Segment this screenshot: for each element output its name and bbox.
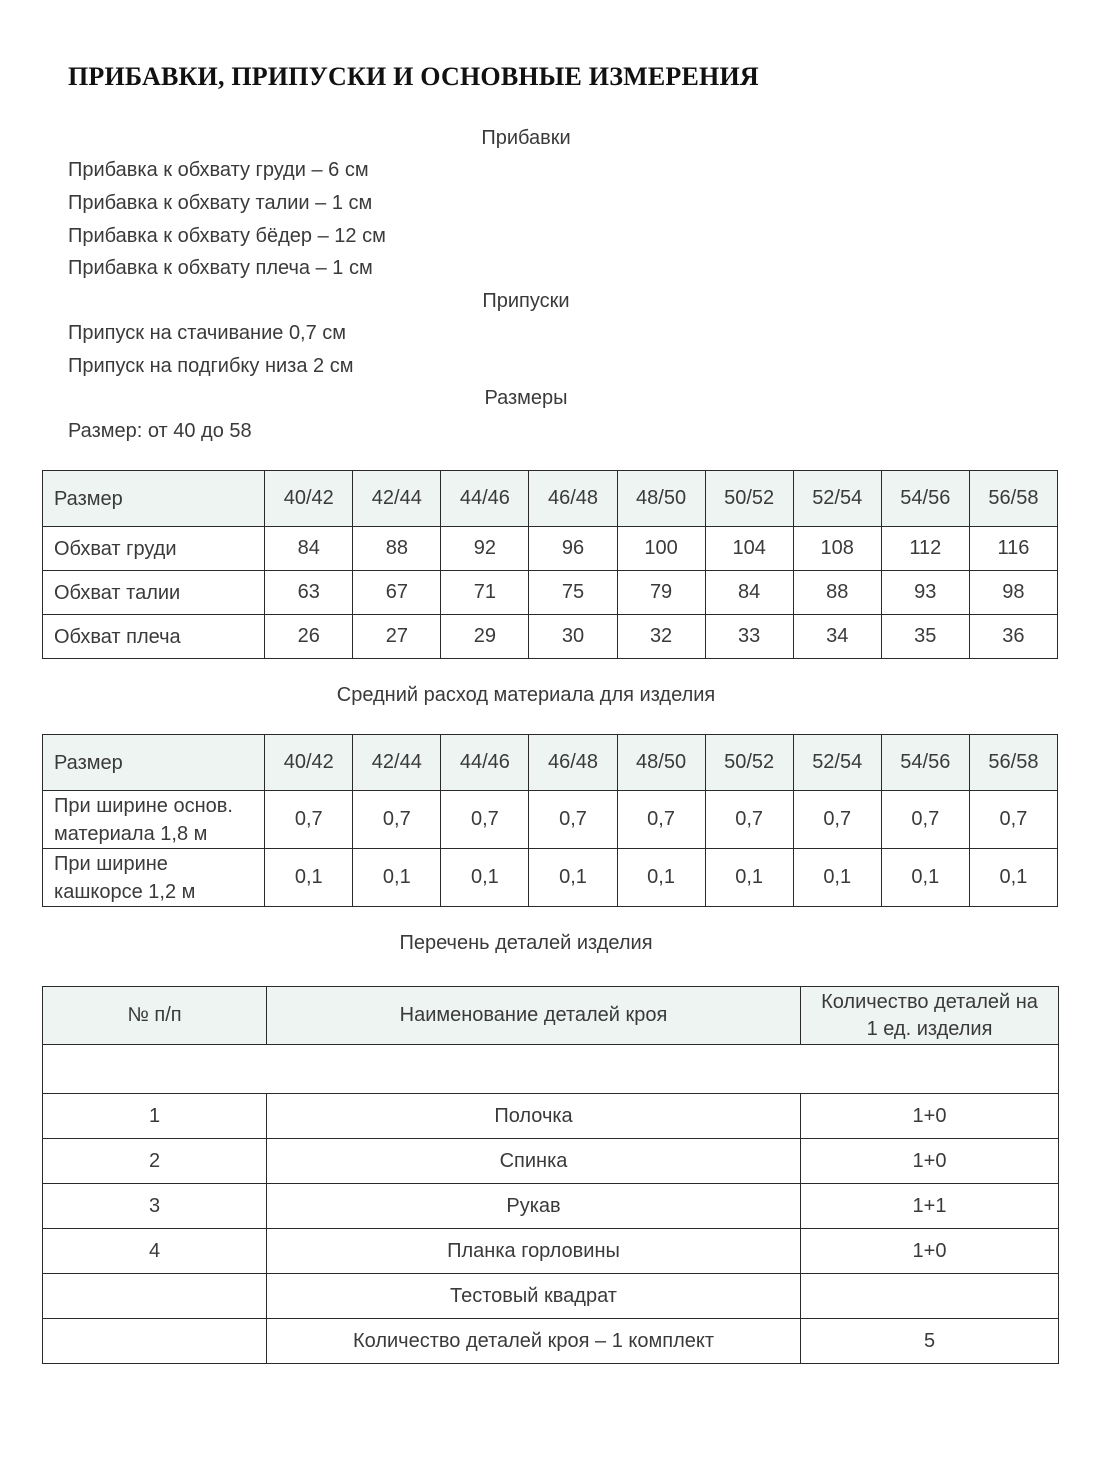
- table-cell: 0,7: [353, 791, 441, 849]
- table-row: [43, 849, 1058, 907]
- header-cell: 42/44: [353, 735, 441, 791]
- table-cell: 0,1: [705, 849, 793, 907]
- table-cell: Полочка: [267, 1094, 801, 1139]
- header-cell: 42/44: [353, 471, 441, 527]
- table-cell: 1: [43, 1094, 267, 1139]
- table-cell: Спинка: [267, 1139, 801, 1184]
- row-label-line: При ширине основ.: [54, 794, 233, 817]
- table-row: [43, 527, 1058, 571]
- table-cell: 79: [617, 571, 705, 615]
- table-row: [43, 1094, 1059, 1139]
- table-cell: 34: [793, 615, 881, 659]
- table-cell: 0,7: [265, 791, 353, 849]
- table-cell: Планка горловины: [267, 1229, 801, 1274]
- row-label: [43, 791, 265, 849]
- row-label: [43, 849, 265, 907]
- table-row: [43, 1274, 1059, 1319]
- header-cell: 48/50: [617, 735, 705, 791]
- header-cell: Размер: [43, 735, 265, 791]
- row-label-line: При ширине: [54, 852, 168, 875]
- header-cell: 52/54: [793, 735, 881, 791]
- header-cell: 50/52: [705, 471, 793, 527]
- header-quantity-line: Количество деталей на: [821, 990, 1038, 1013]
- table-cell: 100: [617, 527, 705, 571]
- table-cell: 2: [43, 1139, 267, 1184]
- table-cell: 0,7: [617, 791, 705, 849]
- table-cell: 0,1: [529, 849, 617, 907]
- table-cell: 0,1: [793, 849, 881, 907]
- row-label-line: кашкорсе 1,2 м: [54, 880, 196, 903]
- header-cell: Размер: [43, 471, 265, 527]
- table-cell: 35: [881, 615, 969, 659]
- table-cell: 0,7: [441, 791, 529, 849]
- allowance-line: Прибавка к обхвату груди – 6 см: [68, 159, 369, 181]
- table-cell: 67: [353, 571, 441, 615]
- seam-allowance-line: Припуск на стачивание 0,7 см: [68, 322, 347, 344]
- header-cell: 46/48: [529, 735, 617, 791]
- row-label: Обхват груди: [43, 527, 265, 571]
- table-row-empty: [43, 1045, 1059, 1094]
- sizes-heading: Размеры: [484, 387, 568, 409]
- header-cell: 48/50: [617, 471, 705, 527]
- table-cell: Тестовый квадрат: [267, 1274, 801, 1319]
- allowance-line: Прибавка к обхвату талии – 1 см: [68, 192, 373, 214]
- table-header-row: [43, 735, 1058, 791]
- row-label: Обхват талии: [43, 571, 265, 615]
- table-row: [43, 791, 1058, 849]
- table-cell: [43, 1319, 267, 1364]
- header-cell: 56/58: [969, 735, 1057, 791]
- table-cell: 84: [265, 527, 353, 571]
- table-row: [43, 1139, 1059, 1184]
- header-cell: 44/46: [441, 735, 529, 791]
- header-cell: 40/42: [265, 471, 353, 527]
- header-cell: 54/56: [881, 735, 969, 791]
- row-label-line: материала 1,8 м: [54, 822, 208, 845]
- table-cell: 3: [43, 1184, 267, 1229]
- header-cell: 54/56: [881, 471, 969, 527]
- table-cell: 0,1: [617, 849, 705, 907]
- header-cell-name: Наименование деталей кроя: [267, 987, 801, 1045]
- parts-table: [42, 986, 1059, 1364]
- table-row: [43, 1229, 1059, 1274]
- table-cell: 63: [265, 571, 353, 615]
- table-row-total: [43, 1319, 1059, 1364]
- table-header-row: [43, 987, 1059, 1045]
- table-cell: 0,1: [353, 849, 441, 907]
- table-cell: 0,7: [969, 791, 1057, 849]
- table-cell: 1+0: [801, 1094, 1059, 1139]
- table-cell: 1+0: [801, 1229, 1059, 1274]
- parts-heading: Перечень деталей изделия: [399, 932, 653, 954]
- table-cell: Рукав: [267, 1184, 801, 1229]
- table-cell: 0,1: [265, 849, 353, 907]
- table-cell: 116: [969, 527, 1057, 571]
- header-cell: 44/46: [441, 471, 529, 527]
- table-cell: 33: [705, 615, 793, 659]
- table-cell: 0,7: [881, 791, 969, 849]
- table-cell: 71: [441, 571, 529, 615]
- size-range-text: Размер: от 40 до 58: [68, 420, 252, 442]
- allowance-line: Прибавка к обхвату плеча – 1 см: [68, 257, 373, 279]
- table-cell: 98: [969, 571, 1057, 615]
- table-cell: 104: [705, 527, 793, 571]
- allowances-heading: Прибавки: [481, 127, 571, 149]
- table-cell: 92: [441, 527, 529, 571]
- seam-allowance-line: Припуск на подгибку низа 2 см: [68, 355, 354, 377]
- table-cell: 0,7: [529, 791, 617, 849]
- table-header-row: [43, 471, 1058, 527]
- table-cell: 36: [969, 615, 1057, 659]
- table-cell: 30: [529, 615, 617, 659]
- table-cell: 1+0: [801, 1139, 1059, 1184]
- table-cell: 32: [617, 615, 705, 659]
- measurements-table: [42, 470, 1058, 659]
- consumption-heading: Средний расход материала для изделия: [336, 684, 716, 706]
- header-cell: 40/42: [265, 735, 353, 791]
- table-cell: 0,1: [441, 849, 529, 907]
- table-cell: 27: [353, 615, 441, 659]
- seam-allowances-heading: Припуски: [482, 290, 570, 312]
- table-cell: 88: [353, 527, 441, 571]
- header-cell: 52/54: [793, 471, 881, 527]
- table-cell: 26: [265, 615, 353, 659]
- allowance-line: Прибавка к обхвату бёдер – 12 см: [68, 225, 386, 247]
- header-cell: 50/52: [705, 735, 793, 791]
- table-cell: [801, 1274, 1059, 1319]
- page-title: ПРИБАВКИ, ПРИПУСКИ И ОСНОВНЫЕ ИЗМЕРЕНИЯ: [68, 62, 759, 91]
- table-row: [43, 571, 1058, 615]
- table-row: [43, 615, 1058, 659]
- consumption-table: [42, 734, 1058, 907]
- table-cell: 0,7: [793, 791, 881, 849]
- header-quantity-line: 1 ед. изделия: [866, 1017, 993, 1040]
- table-cell: 0,7: [705, 791, 793, 849]
- table-cell: [43, 1274, 267, 1319]
- table-cell: 96: [529, 527, 617, 571]
- table-cell: 4: [43, 1229, 267, 1274]
- table-row: [43, 1184, 1059, 1229]
- header-cell-number: № п/п: [43, 987, 267, 1045]
- empty-cell: [43, 1045, 1059, 1094]
- table-cell: 84: [705, 571, 793, 615]
- table-cell: 75: [529, 571, 617, 615]
- table-cell: 0,1: [969, 849, 1057, 907]
- table-cell: 29: [441, 615, 529, 659]
- table-cell: 88: [793, 571, 881, 615]
- table-cell: 108: [793, 527, 881, 571]
- table-cell: 112: [881, 527, 969, 571]
- table-cell: 1+1: [801, 1184, 1059, 1229]
- table-cell: 0,1: [881, 849, 969, 907]
- table-cell: 5: [801, 1319, 1059, 1364]
- header-cell: 56/58: [969, 471, 1057, 527]
- header-cell-quantity: [801, 987, 1059, 1045]
- header-cell: 46/48: [529, 471, 617, 527]
- table-cell: 93: [881, 571, 969, 615]
- row-label: Обхват плеча: [43, 615, 265, 659]
- table-cell: Количество деталей кроя – 1 комплект: [267, 1319, 801, 1364]
